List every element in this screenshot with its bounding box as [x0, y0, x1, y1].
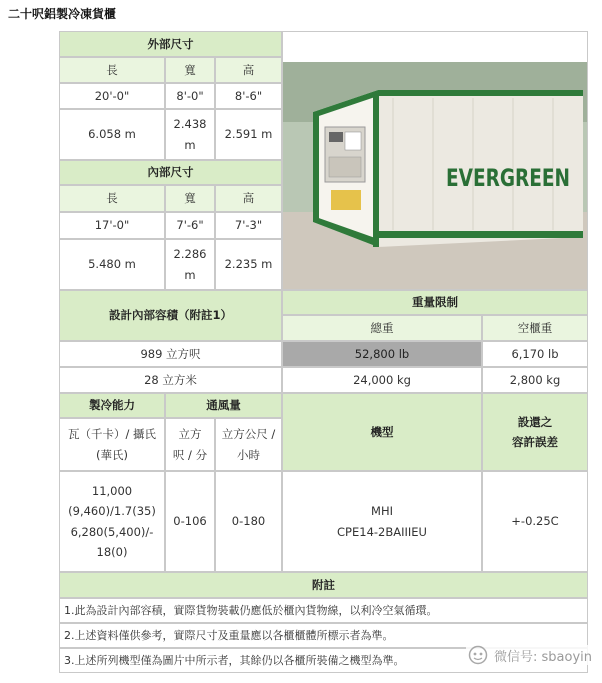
refrigeration-value-3: 6,280(5,400)/- [70, 524, 154, 539]
airflow-unit-cmh-line1: 立方公尺 / [221, 427, 276, 442]
svg-text:EVERGREEN: EVERGREEN [446, 164, 570, 192]
model-header: 機型 [282, 393, 482, 471]
note-item-1: 1.此為設計內部容積，實際貨物裝載仍應低於櫃內貨物線，以利冷空氣循環。 [59, 598, 588, 623]
airflow-unit-cfm [165, 418, 215, 471]
internal-width-ft: 7'-6" [165, 212, 215, 239]
airflow-unit-cfm-line2: 呎 / 分 [172, 447, 208, 462]
internal-width-header: 寬 [165, 185, 215, 212]
internal-length-header: 長 [59, 185, 165, 212]
refrigeration-unit-line2: (華氏) [96, 447, 128, 462]
airflow-value-cmh: 0-180 [215, 471, 282, 572]
page-title: 二十呎鋁製冷凍貨櫃 [8, 7, 117, 21]
capacity-cbm: 28 立方米 [59, 367, 282, 393]
airflow-unit-cmh-line2: 小時 [237, 447, 260, 462]
notes-header: 附註 [59, 572, 588, 598]
capacity-cuft: 989 立方呎 [59, 341, 282, 367]
container-photo [282, 31, 588, 290]
airflow-header: 通風量 [165, 393, 282, 418]
capacity-header: 設計內部容積（附註1） [59, 290, 282, 341]
airflow-value-cfm: 0-106 [165, 471, 215, 572]
external-width-m: 2.438 m [165, 109, 215, 160]
gross-weight-header: 總重 [282, 315, 482, 341]
refrigeration-value-1: 11,000 [91, 484, 133, 499]
tare-weight-header: 空櫃重 [482, 315, 588, 341]
model-value [282, 471, 482, 572]
tare-weight-lb: 6,170 lb [482, 341, 588, 367]
refrigeration-values [59, 471, 165, 572]
note-item-3: 3.上述所列機型僅為圖片中所示者，其餘仍以各櫃所裝備之機型為準。 [59, 648, 588, 673]
external-height-header: 高 [215, 57, 282, 83]
note-item-2: 2.上述資料僅供參考，實際尺寸及重量應以各櫃櫃體所標示者為準。 [59, 623, 588, 648]
internal-width-m: 2.286 m [165, 239, 215, 290]
external-dimensions-header: 外部尺寸 [59, 31, 282, 57]
internal-length-m: 5.480 m [59, 239, 165, 290]
tolerance-header [482, 393, 588, 471]
refrigeration-unit [59, 418, 165, 471]
external-length-ft: 20'-0" [59, 83, 165, 109]
external-length-m: 6.058 m [59, 109, 165, 160]
external-width-ft: 8'-0" [165, 83, 215, 109]
model-maker: MHI [371, 504, 393, 519]
tolerance-header-line2: 容許誤差 [512, 435, 558, 449]
refrigeration-unit-line1: 瓦（千卡）/ 攝氏 [67, 427, 157, 442]
wechat-icon [468, 645, 488, 665]
model-code: CPE14-2BAIIIEU [337, 524, 427, 539]
airflow-unit-cmh [215, 418, 282, 471]
airflow-unit-cfm-line1: 立方 [178, 427, 202, 442]
reefer-container-image [283, 32, 587, 289]
internal-height-ft: 7'-3" [215, 212, 282, 239]
tare-weight-kg: 2,800 kg [482, 367, 588, 393]
refrigeration-value-2: (9,460)/1.7(35) [68, 504, 156, 519]
gross-weight-lb: 52,800 lb [282, 341, 482, 367]
internal-height-header: 高 [215, 185, 282, 212]
wechat-watermark [466, 645, 594, 665]
refrigeration-capacity-header: 製冷能力 [59, 393, 165, 418]
gross-weight-kg: 24,000 kg [282, 367, 482, 393]
external-length-header: 長 [59, 57, 165, 83]
external-height-m: 2.591 m [215, 109, 282, 160]
refrigeration-value-4: 18(0) [96, 544, 128, 559]
tolerance-header-line1: 設還之 [517, 414, 553, 429]
external-width-header: 寬 [165, 57, 215, 83]
internal-height-m: 2.235 m [215, 239, 282, 290]
internal-dimensions-header: 內部尺寸 [59, 160, 282, 185]
tolerance-value: +-0.25C [482, 471, 588, 572]
internal-length-ft: 17'-0" [59, 212, 165, 239]
external-height-ft: 8'-6" [215, 83, 282, 109]
watermark-text: 微信号: sbaoyin [493, 649, 592, 665]
weight-limit-header: 重量限制 [282, 290, 588, 315]
